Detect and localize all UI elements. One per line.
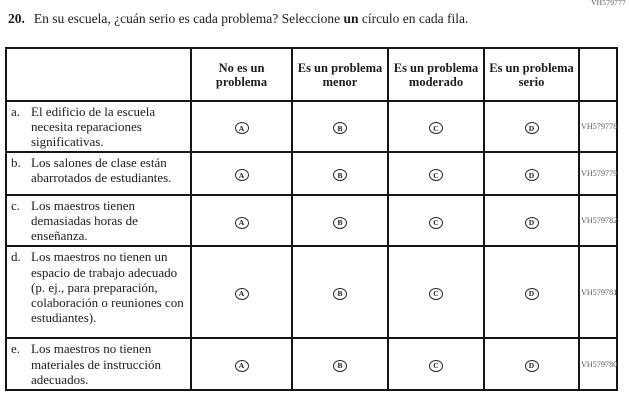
option-letter: C — [433, 289, 439, 299]
option-circle-d[interactable] — [525, 288, 539, 300]
row-letter: e. — [11, 341, 21, 357]
option-circle-b[interactable] — [333, 360, 347, 372]
option-cell — [388, 338, 484, 389]
option-letter: D — [528, 289, 535, 299]
header-row — [6, 48, 617, 101]
option-circle-c[interactable] — [429, 169, 443, 181]
option-cell — [191, 246, 292, 338]
column-header-problema-moderado: Es un problema moderado — [388, 48, 484, 101]
option-cell — [292, 152, 388, 195]
option-letter: A — [238, 170, 245, 180]
option-circle-a[interactable] — [235, 122, 249, 134]
option-circle-c[interactable] — [429, 288, 443, 300]
question-text — [34, 11, 468, 26]
question-title — [8, 11, 468, 27]
option-letter: D — [528, 217, 535, 227]
option-letter: C — [433, 361, 439, 371]
option-circle-d[interactable] — [525, 217, 539, 229]
row-code: VH579781 — [579, 246, 617, 338]
option-letter: C — [433, 123, 439, 133]
option-cell — [388, 195, 484, 246]
option-circle-a[interactable] — [235, 217, 249, 229]
statement-cell — [6, 101, 191, 152]
row-code: VH579779 — [579, 152, 617, 195]
option-letter: B — [337, 170, 343, 180]
option-letter: B — [337, 289, 343, 299]
question-text-end: círculo en cada fila. — [358, 11, 469, 26]
option-circle-b[interactable] — [333, 122, 347, 134]
question-text-start: En su escuela, ¿cuán serio es cada problema? Seleccione — [33, 11, 344, 26]
option-circle-a[interactable] — [235, 360, 249, 372]
option-letter: B — [337, 361, 343, 371]
option-cell — [292, 246, 388, 338]
option-circle-c[interactable] — [429, 122, 443, 134]
option-cell — [484, 101, 579, 152]
row-letter: d. — [11, 249, 21, 265]
table-row-c — [6, 195, 617, 246]
option-cell — [292, 195, 388, 246]
option-circle-d[interactable] — [525, 360, 539, 372]
question-number: 20. — [8, 11, 25, 26]
option-circle-d[interactable] — [525, 122, 539, 134]
option-circle-b[interactable] — [333, 217, 347, 229]
statement-cell — [6, 338, 191, 389]
row-letter: a. — [11, 104, 21, 119]
option-cell — [191, 338, 292, 389]
option-cell — [292, 101, 388, 152]
option-cell — [484, 195, 579, 246]
row-statement: Los salones de clase están abarrotados de estudiantes. — [31, 155, 172, 186]
row-letter: b. — [11, 155, 21, 171]
option-cell — [484, 338, 579, 389]
option-cell — [388, 246, 484, 338]
corner-cell — [6, 48, 191, 101]
column-header-problema-serio: Es un problema serio — [484, 48, 579, 101]
option-letter: B — [337, 123, 343, 133]
table-row-b — [6, 152, 617, 195]
option-circle-c[interactable] — [429, 217, 443, 229]
option-cell — [484, 152, 579, 195]
code-column-header — [579, 48, 617, 101]
option-circle-d[interactable] — [525, 169, 539, 181]
row-code: VH579780 — [579, 338, 617, 389]
column-header-problema-menor: Es un problema menor — [292, 48, 388, 101]
option-letter: A — [238, 289, 245, 299]
row-statement: Los maestros no tienen materiales de instrucción adecuados. — [31, 341, 161, 387]
column-header-no-problema: No es un problema — [191, 48, 292, 101]
option-letter: D — [528, 361, 535, 371]
option-circle-b[interactable] — [333, 169, 347, 181]
statement-cell — [6, 195, 191, 246]
table-row-d — [6, 246, 617, 338]
table-row-a — [6, 101, 617, 152]
option-letter: A — [238, 361, 245, 371]
option-cell — [191, 101, 292, 152]
row-code: VH579782 — [579, 195, 617, 246]
option-cell — [484, 246, 579, 338]
option-circle-c[interactable] — [429, 360, 443, 372]
option-cell — [388, 101, 484, 152]
option-letter: C — [433, 217, 439, 227]
row-code: VH579778 — [579, 101, 617, 152]
option-cell — [191, 152, 292, 195]
row-letter: c. — [11, 198, 21, 214]
option-letter: D — [528, 170, 535, 180]
option-letter: D — [528, 123, 535, 133]
question-bold-word: un — [343, 11, 359, 26]
page-code: VH579777 — [591, 0, 626, 7]
option-cell — [388, 152, 484, 195]
option-letter: C — [433, 170, 439, 180]
statement-cell — [6, 152, 191, 195]
response-table — [5, 47, 618, 391]
row-statement: Los maestros tienen demasiadas horas de enseñanza. — [31, 198, 138, 244]
row-statement: El edificio de la escuela necesita reparaciones significativas. — [31, 104, 156, 150]
option-circle-a[interactable] — [235, 288, 249, 300]
option-letter: A — [238, 217, 245, 227]
option-circle-a[interactable] — [235, 169, 249, 181]
option-letter: B — [337, 217, 343, 227]
row-statement: Los maestros no tienen un espacio de trabajo adecuado (p. ej., para preparación, colaboración o reuniones con estudiantes). — [31, 249, 184, 325]
statement-cell — [6, 246, 191, 338]
option-letter: A — [238, 123, 245, 133]
table-row-e — [6, 338, 617, 389]
option-circle-b[interactable] — [333, 288, 347, 300]
option-cell — [191, 195, 292, 246]
option-cell — [292, 338, 388, 389]
